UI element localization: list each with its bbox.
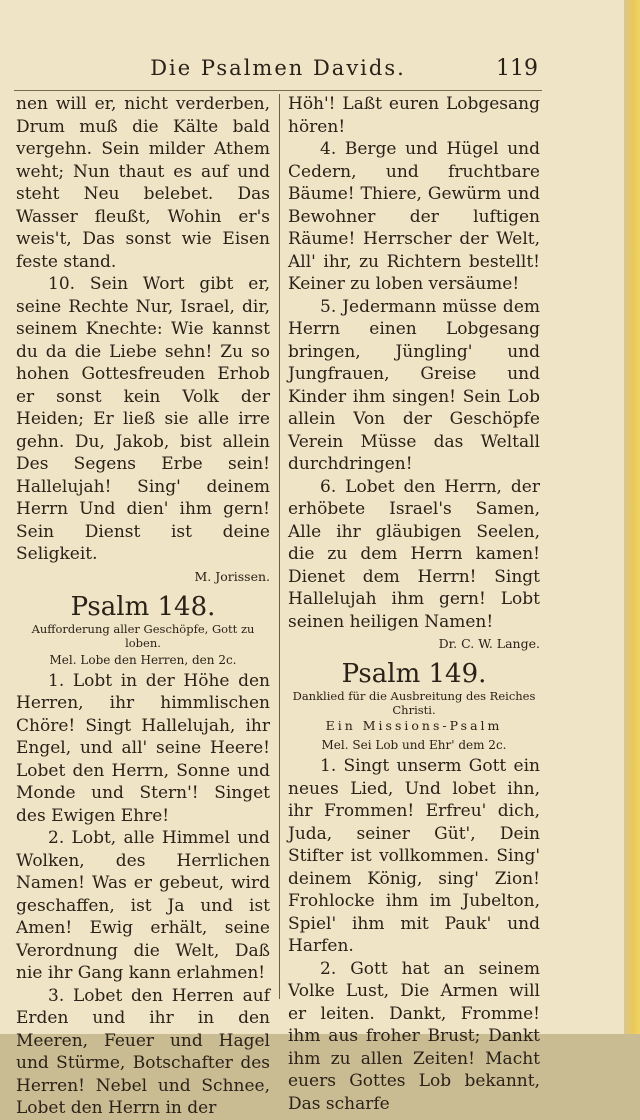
psalm-title: Psalm 149. xyxy=(341,659,487,689)
author-attribution: Dr. C. W. Lange. xyxy=(438,636,540,651)
verse-5: 5. Jedermann müsse dem Herrn einen Lobgesang bringen, Jüngling' und Jungfrauen, Greise und Kinder ihm singen! Sein Lob allein Von der Geschöpfe Verein Müsse das Weltall durchdringen! xyxy=(288,296,540,474)
column-divider xyxy=(279,94,280,999)
verse-10: 10. Sein Wort gibt er, seine Rechte Nur, Israel, dir, seinem Knechte: Wie kannst du da die Liebe sehn! Zu so hohen Gottesfreuden Erhob er sonst kein Volk der Heiden; Er ließ sie alle irre gehn. Du, Jakob, bist allein Des Segens Erbe sein! Hallelujah! Sing' deinem Herrn Und dien' ihm gern! Sein Dienst ist deine Seligkeit. xyxy=(16,274,270,564)
psalm-melody: Mel. Sei Lob und Ehr' dem 2c. xyxy=(321,738,507,752)
page-number: 119 xyxy=(496,56,538,81)
right-column xyxy=(288,93,540,1114)
psalm-title: Psalm 148. xyxy=(70,591,216,622)
psalm-mission-label: Ein Missions-Psalm xyxy=(325,718,503,733)
verse-1: 1. Singt unserm Gott ein neues Lied, Und lobet ihn, ihr Frommen! Erfreu' dich, Juda, seiner Güt', Dein Stifter ist vollkommen. Sing' deinem König, sing' Zion! Frohlocke ihm im Jubelton, Spiel' ihm mit Pauk' und Harfen. xyxy=(288,756,540,956)
author-attribution: M. Jorissen. xyxy=(194,568,270,584)
page-edge xyxy=(624,0,640,1034)
verse-1: 1. Lobt in der Höhe den Herren, ihr himmlischen Chöre! Singt Hallelujah, ihr Engel, und all' seine Heere! Lobet den Herrn, Sonne und Monde und Stern'! Singet des Ewigen Ehre! xyxy=(16,670,270,826)
verse-continuation: Höh'! Laßt euren Lobgesang hören! xyxy=(288,94,540,137)
verse-4: 4. Berge und Hügel und Cedern, und fruchtbare Bäume! Thiere, Gewürm und Bewohner der luftigen Räume! Herrscher der Welt, All' ihr, zu Richtern bestellt! Keiner zu loben versäume! xyxy=(288,139,540,294)
verse-continuation: nen will er, nicht verderben, Drum muß die Kälte bald vergehn. Sein milder Athem weht; Nun thaut es auf und steht Neu belebet. Das Wasser fleußt, Wohin er's weis't, Das sonst wie Eisen feste stand. xyxy=(16,94,270,272)
verse-6: 6. Lobet den Herrn, der erhöbete Israel's Samen, Alle ihr gläubigen Seelen, die zu dem Herrn kamen! Dienet dem Herrn! Singt Hallelujah ihm gern! Lobt seinen heiligen Namen! xyxy=(288,476,540,632)
psalm-melody: Mel. Lobe den Herren, den 2c. xyxy=(49,652,237,667)
verse-2: 2. Gott hat an seinem Volke Lust, Die Armen will er leiten. Dankt, Fromme! ihm aus froher Brust; Dankt ihm zu allen Zeiten! Macht euers Gottes Lob bekannt, Das scharfe xyxy=(288,958,540,1114)
psalm-subtitle: Danklied für die Ausbreitung des Reiches Christi. xyxy=(292,689,536,717)
left-column xyxy=(16,93,270,1118)
psalm-subtitle: Aufforderung aller Geschöpfe, Gott zu loben. xyxy=(31,621,255,650)
header-rule xyxy=(14,90,542,91)
verse-2: 2. Lobt, alle Himmel und Wolken, des Herrlichen Namen! Was er gebeut, wird geschaffen, ist Ja und ist Amen! Ewig erhält, seine Verordnung die Welt, Daß nie ihr Gang kann erlahmen! xyxy=(16,828,270,983)
verse-3: 3. Lobet den Herren auf Erden und ihr in den Meeren, Feuer und Hagel und Stürme, Botschafter des Herren! Nebel und Schnee, Lobet den Herrn in der xyxy=(16,985,270,1118)
running-header: Die Psalmen Davids. xyxy=(150,56,406,80)
